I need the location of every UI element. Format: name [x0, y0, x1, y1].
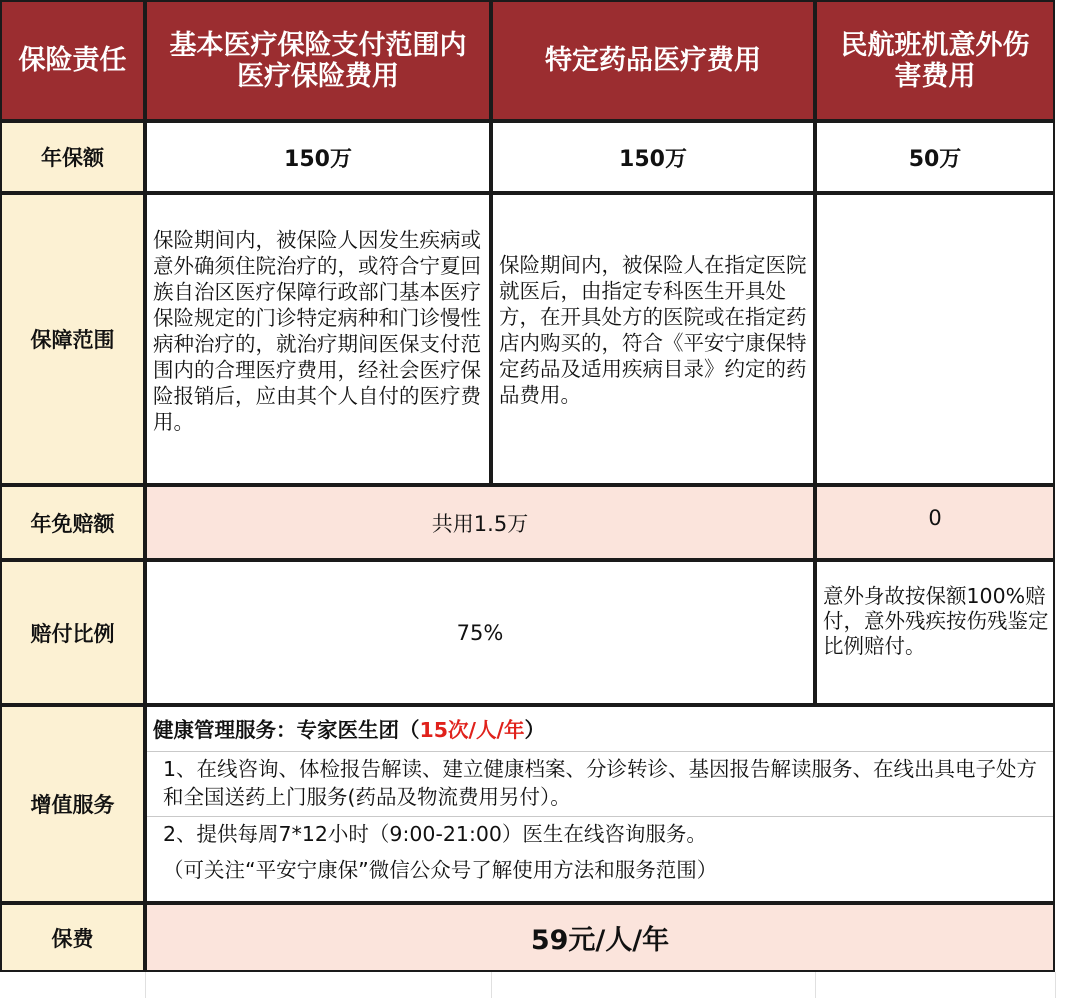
- deductible-shared-value: 共用1.5万: [431, 511, 529, 536]
- label-coverage: [0, 193, 145, 485]
- header-flight-accident-text: 民航班机意外伤害费用: [840, 29, 1030, 92]
- header-specific-drugs: [491, 0, 815, 121]
- deductible-flight: [815, 485, 1055, 560]
- value-added-title-prefix: 健康管理服务：专家医生团（: [153, 718, 420, 742]
- grid-line: [815, 972, 816, 998]
- label-payout-ratio: [0, 560, 145, 705]
- annual-limit-flight-value: 50万: [908, 146, 962, 172]
- value-added-services: [145, 705, 1055, 903]
- annual-limit-basic: [145, 121, 491, 193]
- grid-line: [1055, 972, 1056, 998]
- header-basic-medical-text: 基本医疗保险支付范围内医疗保险费用: [169, 29, 467, 92]
- header-flight-accident: [815, 0, 1055, 121]
- coverage-drugs: [491, 193, 815, 485]
- value-added-title: [147, 707, 1053, 743]
- grid-line: [145, 972, 146, 998]
- payout-ratio-shared-value: 75%: [456, 620, 504, 645]
- header-basic-medical: [145, 0, 491, 121]
- annual-limit-flight: [815, 121, 1055, 193]
- payout-ratio-flight: [815, 560, 1055, 705]
- label-value-added-text: 增值服务: [30, 793, 115, 817]
- label-coverage-text: 保障范围: [30, 328, 115, 352]
- header-liability-text: 保险责任: [18, 45, 127, 76]
- coverage-flight: [815, 193, 1055, 485]
- annual-limit-drugs-value: 150万: [619, 146, 687, 172]
- value-added-item-2: 2、提供每周7*12小时（9:00-21:00）医生在线咨询服务。: [163, 822, 707, 846]
- deductible-shared: [145, 485, 815, 560]
- payout-ratio-flight-text: 意外身故按保额100%赔付，意外残疾按伤残鉴定比例赔付。: [823, 584, 1049, 658]
- annual-limit-basic-value: 150万: [284, 146, 352, 172]
- value-added-divider: [147, 816, 1053, 817]
- coverage-drugs-text: 保险期间内，被保险人在指定医院就医后，由指定专科医生开具处方，在开具处方的医院或在指定药店内购买的，符合《平安宁康保特定药品及适用疾病目录》约定的药品费用。: [499, 253, 807, 407]
- label-premium: [0, 903, 145, 972]
- label-value-added: [0, 705, 145, 903]
- deductible-flight-value: 0: [928, 505, 942, 530]
- label-annual-limit: [0, 121, 145, 193]
- payout-ratio-shared: [145, 560, 815, 705]
- value-added-title-suffix: ）: [524, 718, 546, 742]
- value-added-item-1: 1、在线咨询、体检报告解读、建立健康档案、分诊转诊、基因报告解读服务、在线出具电子处方和全国送药上门服务(药品及物流费用另付）。: [163, 757, 1038, 809]
- label-payout-ratio-text: 赔付比例: [30, 621, 115, 646]
- header-liability: [0, 0, 145, 121]
- value-added-title-highlight: 15次/人/年: [419, 718, 525, 742]
- grid-line: [491, 972, 492, 998]
- premium-value: 59元/人/年: [530, 925, 670, 956]
- header-specific-drugs-text: 特定药品医疗费用: [545, 45, 761, 76]
- value-added-divider: [147, 751, 1053, 752]
- premium-value-cell: [145, 903, 1055, 972]
- coverage-basic: [145, 193, 491, 485]
- label-annual-limit-text: 年保额: [41, 146, 104, 170]
- coverage-basic-text: 保险期间内，被保险人因发生疾病或意外确须住院治疗的，或符合宁夏回族自治区医疗保障行政部门基本医疗保险规定的门诊特定病种和门诊慢性病种治疗的，就治疗期间医保支付范围内的合理医疗费用，经社会医疗保险报销后，应由其个人自付的医疗费用。: [153, 228, 481, 434]
- annual-limit-drugs: [491, 121, 815, 193]
- label-deductible: [0, 485, 145, 560]
- label-deductible-text: 年免赔额: [30, 511, 115, 536]
- value-added-note: （可关注“平安宁康保”微信公众号了解使用方法和服务范围）: [163, 858, 718, 882]
- label-premium-text: 保费: [51, 926, 94, 951]
